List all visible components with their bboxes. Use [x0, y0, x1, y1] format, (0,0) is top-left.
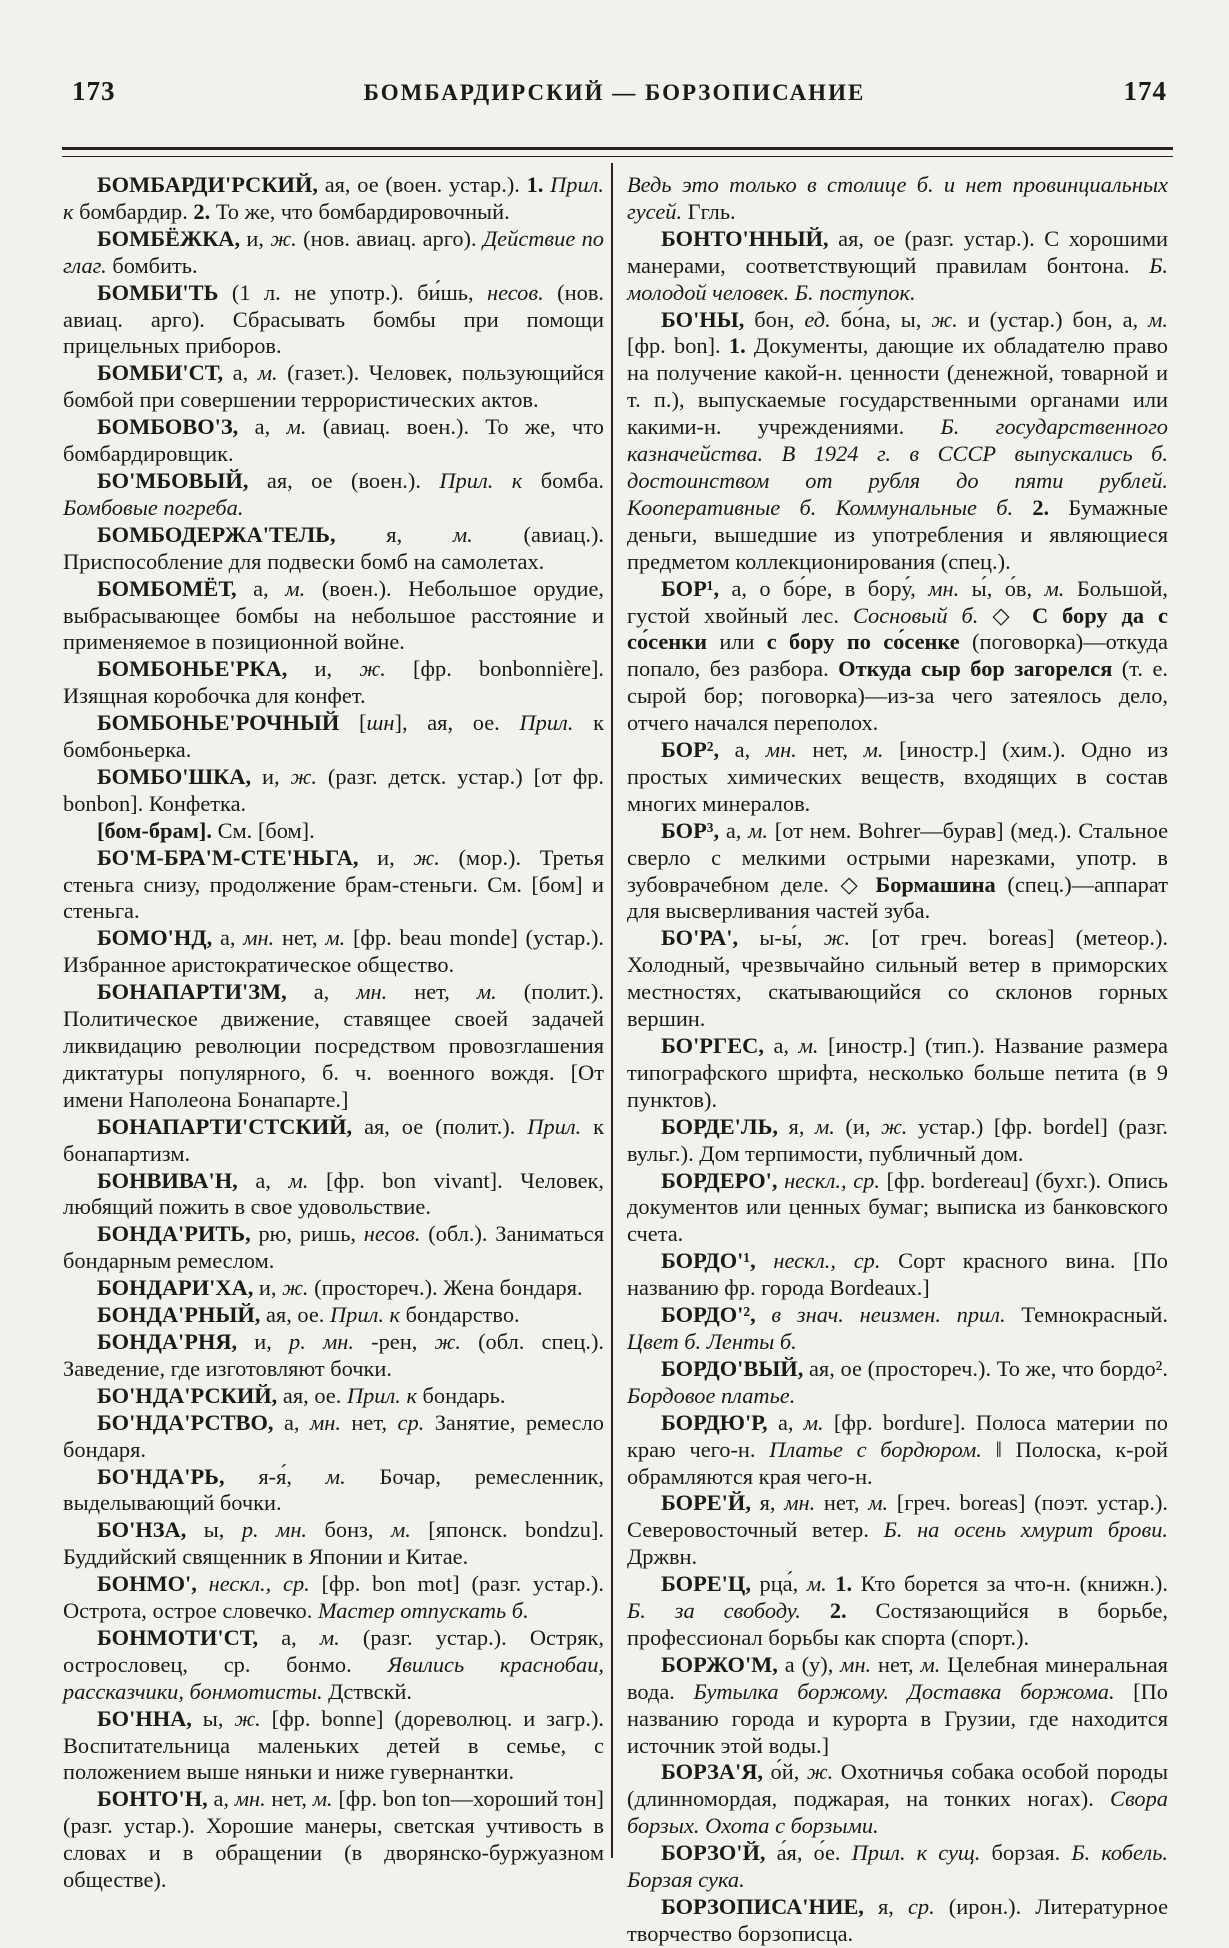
- page-number-right: 174: [1123, 76, 1167, 106]
- dictionary-entry: БОМБИ'СТ, а, м. (газет.). Человек, пользующийся бомбой при совершении террористических актов.: [63, 360, 604, 413]
- entry-text: Свора борзых. Охота с борзыми.: [627, 1786, 1168, 1839]
- headword: БОМБО'ШКА,: [97, 763, 252, 789]
- headword: БОНТО'ННЫЙ,: [661, 225, 829, 251]
- entry-text: мн.: [840, 1651, 872, 1677]
- entry-text: ж.: [282, 1275, 309, 1301]
- dictionary-entry: [бом-брам]. См. [бом].: [97, 817, 315, 843]
- entry-text: м.: [920, 1651, 941, 1677]
- dictionary-entry: БОРДО'ВЫЙ, ая, ое (простореч.). То же, что бордо². Бордовое платье.: [627, 1355, 1168, 1408]
- headword: БОМБОВО'З,: [97, 414, 239, 440]
- entry-text: несов.: [487, 279, 544, 305]
- headword: БОР¹,: [661, 575, 720, 601]
- dictionary-entry: БО'НДА'РСТВО, а, мн. нет, ср. Занятие, ремесло бондаря.: [63, 1409, 604, 1462]
- dictionary-entry: БОНТО'Н, а, мн. нет, м. [фр. bon ton—хороший тон] (разг. устар.). Хорошие манеры, светская учтивость в словах и в обращении (в дворянско-буржуазном обществе).: [63, 1786, 605, 1893]
- entry-text: Цвет б. Ленты б.: [627, 1328, 797, 1354]
- entry-text: Прил. к: [63, 172, 604, 224]
- entry-text: Действие по глаг.: [63, 225, 604, 278]
- dictionary-entry: БОРДЕ'ЛЬ, я, м. (и, ж. устар.) [фр. bordel] (разг. вульг.). Дом терпимости, публичный дом.: [627, 1113, 1169, 1166]
- headword: БОМБОНЬЕ'РОЧНЫЙ: [97, 710, 340, 736]
- entry-text: Ведь это только в столице б. и нет провинциальных гусей.: [627, 172, 1168, 224]
- headword: БО'НДА'РЬ,: [97, 1463, 225, 1489]
- running-title: БОМБАРДИРСКИЙ — БОРЗОПИСАНИЕ: [363, 80, 866, 105]
- headword: БОМБИ'ТЬ: [97, 279, 219, 305]
- dictionary-entry: БОР¹, а, о бо́ре, в бору́, мн. ы́, о́в, м. Большой, густой хвойный лес. Сосновый б. ◇ С бору да с со́сенки или с бору по со́сенке (поговорка)—откуда попало, без разбора. Откуда сыр бор загорелся (т. е. сырой бор; поговорка)—из-за чего затеялось дело, отчего начался переполох.: [627, 575, 1168, 736]
- entry-text: мн.: [765, 737, 797, 763]
- entry-text: м.: [476, 979, 497, 1005]
- headword: БОРДЕРО',: [661, 1167, 778, 1193]
- headword: БОРЗА'Я,: [661, 1759, 763, 1785]
- entry-text: ж.: [434, 1328, 461, 1354]
- dictionary-entry: БОРДЕРО', нескл., ср. [фр. bordereau] (бухг.). Опись документов или ценных бумаг; выписка из банковского счета.: [627, 1167, 1168, 1247]
- dictionary-entry: БО'НЫ, бон, ед. бо́на, ы, ж. и (устар.) бон, а, м. [фр. bon]. 1. Документы, дающие их обладателю право на получение какой-н. ценности (денежной, товарной и т. п.), выпускаемые государственными органами или какими-н. учреждениями. Б. государственного казначейства. В 1924 г. в СССР выпускались б. достоинством от рубля до пяти рублей. Кооперативные б. Коммунальные б. 2. Бумажные деньги, вышедшие из употребления и являющиеся предметом коллекционирования (спец.).: [627, 306, 1169, 574]
- headword: БОРЕ'Й,: [661, 1490, 751, 1516]
- column-divider: [611, 163, 613, 1858]
- entry-text: м.: [325, 925, 346, 951]
- dictionary-entry: БОНМО', нескл., ср. [фр. bon mot] (разг. устар.). Острота, острое словечко. Мастер отпускать б.: [63, 1571, 604, 1624]
- entry-text: Бормашина: [875, 871, 996, 897]
- dictionary-entry: БОМБОВО'З, а, м. (авиац. воен.). То же, что бомбардировщик.: [63, 414, 604, 467]
- entry-text: м.: [257, 360, 278, 386]
- dictionary-entry: БОМО'НД, а, мн. нет, м. [фр. beau monde] (устар.). Избранное аристократическое общество.: [63, 925, 604, 978]
- entry-text: м.: [1148, 306, 1168, 332]
- headword: БО'НЗА,: [97, 1517, 187, 1543]
- entry-text: м.: [748, 817, 769, 843]
- entry-text: Б. на осень хмурит брови.: [883, 1517, 1168, 1543]
- headword: БОНДА'РНЯ,: [97, 1328, 238, 1354]
- headword: БОНМО',: [97, 1571, 197, 1597]
- entry-text: м.: [312, 1786, 333, 1812]
- dictionary-entry: БОРЕ'Ц, рца́, м. 1. Кто борется за что-н. (книжн.). Б. за свободу. 2. Состязающийся в борьбе, профессионал борьбы как спорта (спорт.).: [627, 1571, 1168, 1650]
- entry-text: р. мн.: [241, 1517, 308, 1543]
- dictionary-entry: БО'НЗА, ы, р. мн. бонз, м. [японск. bondzu]. Буддийский священник в Японии и Китае.: [63, 1517, 604, 1570]
- dictionary-entry: БОРЖО'М, а (у), мн. нет, м. Целебная минеральная вода. Бутылка боржому. Доставка боржома. [По названию города и курорта в Грузии, где находится источник этой воды.]: [627, 1651, 1169, 1758]
- headword: БОНДА'РИТЬ,: [97, 1221, 251, 1247]
- dictionary-entry: БО'НДА'РЬ, я-я́, м. Бочар, ремесленник, выделывающий бочки.: [63, 1463, 604, 1516]
- dictionary-entry: БОР², а, мн. нет, м. [иностр.] (хим.). Одно из простых химических веществ, входящих в состав многих минералов.: [627, 737, 1168, 816]
- entry-text: 1.: [835, 1571, 853, 1597]
- entry-text: Б. кобель. Борзая сука.: [627, 1840, 1168, 1893]
- entry-text: ср.: [397, 1409, 425, 1435]
- dictionary-entry: БО'РГЕС, а, м. [иностр.] (тип.). Название размера типографского шрифта, несколько больше петита (в 9 пунктов).: [627, 1033, 1168, 1112]
- entry-text: мн.: [309, 1409, 341, 1435]
- entry-text: Бутылка боржому. Доставка боржома.: [693, 1678, 1115, 1704]
- headword: БОР²,: [661, 737, 720, 763]
- entry-text: м.: [390, 1517, 411, 1543]
- dictionary-entry: БОНАПАРТИ'СТСКИЙ, ая, ое (полит.). Прил. к бонапартизм.: [63, 1113, 604, 1166]
- headword: БОМБАРДИ'РСКИЙ,: [97, 172, 318, 197]
- headword: БОР³,: [661, 817, 720, 843]
- entry-text: нескл., ср.: [208, 1571, 310, 1597]
- entry-text: Мастер отпускать б.: [317, 1598, 529, 1624]
- entry-text: Бомбовые погреба.: [63, 494, 244, 520]
- dictionary-entry: БОНДА'РНЯ, и, р. мн. -рен, ж. (обл. спец.). Заведение, где изготовляют бочки.: [63, 1328, 605, 1381]
- dictionary-entry: БОРЗА'Я, о́й, ж. Охотничья собака особой породы (длинномордая, поджарая, на тонких ногах). Свора борзых. Охота с борзыми.: [627, 1759, 1168, 1839]
- entry-continuation: Ведь это только в столице б. и нет провинциальных гусей. Ггль.: [627, 172, 1168, 224]
- entry-text: м.: [806, 1571, 827, 1597]
- dictionary-entry: БОРЕ'Й, я, мн. нет, м. [греч. boreas] (поэт. устар.). Северовосточный ветер. Б. на осень хмурит брови. Држвн.: [627, 1490, 1168, 1570]
- entry-text: м.: [803, 1409, 824, 1435]
- entry-text: м.: [863, 737, 884, 763]
- entry-text: Явились краснобаи, рассказчики, бонмотисты.: [63, 1651, 604, 1704]
- headword: БО'МБОВЫЙ,: [97, 467, 249, 493]
- entry-text: Прил. к: [330, 1302, 401, 1328]
- entry-text: м.: [1044, 575, 1065, 601]
- headword: БОНТО'Н,: [97, 1786, 208, 1812]
- headword: [бом-брам].: [97, 817, 212, 843]
- headword: БО'М-БРА'М-СТЕ'НЬГА,: [97, 844, 359, 870]
- entry-text: Б. за свободу.: [627, 1598, 801, 1624]
- entry-text: ж.: [823, 925, 851, 951]
- dictionary-entry: БОНДА'РНЫЙ, ая, ое. Прил. к бондарство.: [97, 1302, 520, 1328]
- entry-text: нескл., ср.: [784, 1167, 880, 1193]
- entry-text: 1.: [526, 172, 544, 197]
- entry-text: мн.: [234, 1786, 266, 1812]
- headword: БОРДО'ВЫЙ,: [661, 1355, 804, 1381]
- dictionary-entry: БОРДО'¹, нескл., ср. Сорт красного вина. [По названию фр. города Bordeaux.]: [627, 1248, 1168, 1301]
- dictionary-entry: БОНТО'ННЫЙ, ая, ое (разг. устар.). С хорошими манерами, соответствующий правилам бонтона. Б. молодой человек. Б. поступок.: [627, 225, 1168, 305]
- dictionary-entry: БО'РА', ы-ы́, ж. [от греч. boreas] (метеор.). Холодный, чрезвычайно сильный ветер в приморских местностях, скатывающийся со склонов горных вершин.: [627, 925, 1168, 1032]
- entry-text: 1.: [728, 333, 746, 359]
- headword: БОНМОТИ'СТ,: [97, 1624, 259, 1650]
- entry-text: м.: [285, 575, 306, 601]
- entry-text: 2.: [829, 1598, 847, 1624]
- headword: БОМБОДЕРЖА'ТЕЛЬ,: [97, 521, 336, 547]
- entry-text: Прил. к сущ.: [851, 1840, 981, 1866]
- entry-text: мн.: [784, 1490, 816, 1516]
- entry-text: Б. молодой человек. Б. поступок.: [627, 252, 1168, 305]
- dictionary-entry: БО'МБОВЫЙ, ая, ое (воен.). Прил. к бомба. Бомбовые погреба.: [63, 467, 604, 520]
- entry-text: Бордовое платье.: [627, 1382, 796, 1408]
- entry-text: Платье с бордюром.: [769, 1436, 982, 1462]
- entry-text: с бору по со́сенке: [766, 629, 960, 655]
- headword: БОМО'НД,: [97, 925, 213, 951]
- headword: БОРЗОПИСА'НИЕ,: [661, 1894, 864, 1919]
- dictionary-entry: БОНДАРИ'ХА, и, ж. (простореч.). Жена бондаря.: [97, 1275, 583, 1301]
- headword: БО'ННА,: [97, 1705, 192, 1731]
- headword: БОРЗО'Й,: [661, 1840, 766, 1866]
- entry-text: в знач. неизмен. прил.: [771, 1302, 1006, 1328]
- entry-text: несов.: [363, 1221, 421, 1247]
- headword: БО'НЫ,: [661, 306, 745, 332]
- dictionary-entry: БОМБОНЬЕ'РКА, и, ж. [фр. bonbonnière]. Изящная коробочка для конфет.: [63, 656, 604, 709]
- dictionary-entry: БОМБИ'ТЬ (1 л. не употр.). би́шь, несов. (нов. авиац. арго). Сбрасывать бомбы при помощи прицельных приборов.: [63, 279, 604, 359]
- dictionary-entry: БОНДА'РИТЬ, рю, ришь, несов. (обл.). Заниматься бондарным ремеслом.: [63, 1221, 605, 1274]
- entry-text: м.: [814, 1113, 835, 1139]
- dictionary-entry: БОМБОНЬЕ'РОЧНЫЙ [шн], ая, ое. Прил. к бомбоньерка.: [63, 710, 605, 763]
- headword: БОНАПАРТИ'СТСКИЙ,: [97, 1113, 353, 1139]
- headword: БОРЕ'Ц,: [661, 1571, 751, 1597]
- headword: БОРДЕ'ЛЬ,: [661, 1113, 778, 1139]
- headword: БОМБОМЁТ,: [97, 575, 237, 601]
- entry-text: Сосновый б.: [852, 602, 979, 628]
- headword: БО'РГЕС,: [661, 1033, 764, 1058]
- entry-text: 2.: [193, 198, 211, 224]
- entry-text: м.: [868, 1490, 889, 1516]
- entry-text: ж.: [290, 763, 317, 789]
- header-rule: [62, 147, 1173, 157]
- entry-text: ед.: [804, 306, 831, 332]
- entry-text: мн.: [356, 979, 388, 1005]
- headword: БОРЖО'М,: [661, 1651, 778, 1677]
- entry-text: Откуда сыр бор загорелся: [838, 656, 1113, 682]
- headword: БОМБЁЖКА,: [97, 225, 241, 251]
- entry-text: шн: [366, 710, 395, 736]
- entry-text: С бору да с со́сенки: [627, 602, 1168, 655]
- headword: БО'НДА'РСКИЙ,: [97, 1382, 278, 1408]
- entry-text: ж.: [880, 1113, 908, 1139]
- page-number-left: 173: [72, 76, 116, 106]
- dictionary-entry: БОМБОМЁТ, а, м. (воен.). Небольшое орудие, выбрасывающее бомбы на небольшое расстояние и применяемое в позиционной войне.: [63, 575, 604, 655]
- entry-text: Прил. к: [439, 467, 523, 493]
- entry-text: 2.: [1032, 494, 1050, 520]
- left-column: [63, 172, 604, 1894]
- headword: БОНДАРИ'ХА,: [97, 1275, 254, 1301]
- entry-text: ср.: [907, 1894, 935, 1919]
- entry-text: мн.: [928, 575, 960, 601]
- entry-text: Прил. к: [346, 1382, 417, 1408]
- headword: БОНВИВА'Н,: [97, 1167, 238, 1193]
- entry-text: ж.: [413, 844, 440, 870]
- entry-text: нескл., ср.: [773, 1248, 881, 1274]
- dictionary-entry: БОНВИВА'Н, а, м. [фр. bon vivant]. Человек, любящий пожить в свое удовольствие.: [63, 1167, 604, 1220]
- dictionary-entry: БО'М-БРА'М-СТЕ'НЬГА, и, ж. (мор.). Третья стеньга снизу, продолжение брам-стеньги. См. [бом] и стеньга.: [63, 844, 604, 924]
- dictionary-entry: БО'ННА, ы, ж. [фр. bonne] (дореволюц. и загр.). Воспитательница маленьких детей в семье, с положением выше няньки и ниже гувернантки.: [63, 1705, 604, 1785]
- entry-text: Б. государственного казначейства. В 1924 г. в СССР выпускались б. достоинством от рубля до пяти рублей. Кооперативные б. Коммунальные б.: [627, 414, 1168, 520]
- entry-text: ж.: [270, 225, 297, 251]
- entry-text: м.: [288, 1167, 309, 1193]
- headword: БОРДЮ'Р,: [661, 1409, 768, 1435]
- entry-text: Прил.: [519, 710, 574, 736]
- entry-text: м.: [319, 1624, 340, 1650]
- headword: БО'РА',: [661, 925, 739, 951]
- dictionary-entry: БОМБО'ШКА, и, ж. (разг. детск. устар.) [от фр. bonbon]. Конфетка.: [63, 763, 604, 816]
- headword: БОРДО'¹,: [661, 1248, 756, 1274]
- entry-text: м.: [452, 521, 473, 547]
- headword: БОНДА'РНЫЙ,: [97, 1302, 261, 1328]
- headword: БОРДО'²,: [661, 1302, 756, 1328]
- entry-text: ж.: [931, 306, 958, 332]
- headword: БОМБОНЬЕ'РКА,: [97, 656, 288, 682]
- entry-text: ж.: [359, 656, 386, 682]
- dictionary-entry: БО'НДА'РСКИЙ, ая, ое. Прил. к бондарь.: [97, 1382, 506, 1408]
- headword: БО'НДА'РСТВО,: [97, 1409, 274, 1435]
- dictionary-entry: БОМБОДЕРЖА'ТЕЛЬ, я, м. (авиац.). Приспособление для подвески бомб на самолетах.: [63, 521, 605, 574]
- right-column: [627, 172, 1168, 1948]
- entry-text: ж.: [234, 1705, 261, 1731]
- entry-text: р. мн.: [289, 1328, 354, 1354]
- entry-text: ж.: [806, 1759, 834, 1785]
- dictionary-entry: БОРДЮ'Р, а, м. [фр. bordure]. Полоса материи по краю чего-н. Платье с бордюром. ‖ Полоска, к-рой обрамляются края чего-н.: [627, 1409, 1169, 1489]
- headword: БОМБИ'СТ,: [97, 360, 224, 386]
- dictionary-entry: БОР³, а, м. [от нем. Bohrer—бурав] (мед.). Стальное сверло с мелкими острыми нарезками, употр. в зубоврачебном деле. ◇ Бормашина (спец.)—аппарат для высверливания частей зуба.: [627, 817, 1169, 924]
- dictionary-entry: БОРДО'², в знач. неизмен. прил. Темнокрасный. Цвет б. Ленты б.: [627, 1302, 1168, 1354]
- dictionary-entry: БОМБЁЖКА, и, ж. (нов. авиац. арго). Действие по глаг. бомбить.: [63, 225, 604, 278]
- dictionary-entry: БОНМОТИ'СТ, а, м. (разг. устар.). Остряк, острословец, ср. бонмо. Явились краснобаи, рассказчики, бонмотисты. Дствскй.: [63, 1624, 604, 1704]
- dictionary-entry: БОРЗОПИСА'НИЕ, я, ср. (ирон.). Литературное творчество борзописца.: [627, 1894, 1169, 1946]
- headword: БОНАПАРТИ'ЗМ,: [97, 979, 287, 1005]
- entry-text: м.: [286, 414, 307, 440]
- dictionary-entry: БОНАПАРТИ'ЗМ, а, мн. нет, м. (полит.). Политическое движение, ставящее своей задачей ликвидацию революции посредством провозглашения диктатуры популярного, б. ч. военного вождя. [От имени Наполеона Бонапарте.]: [63, 979, 604, 1112]
- dictionary-entry: БОМБАРДИ'РСКИЙ, ая, ое (воен. устар.). 1. Прил. к бомбардир. 2. То же, что бомбардировочный.: [63, 172, 604, 224]
- entry-text: Прил.: [527, 1113, 582, 1139]
- entry-text: м.: [325, 1463, 346, 1489]
- dictionary-entry: БОРЗО'Й, а́я, о́е. Прил. к сущ. борзая. Б. кобель. Борзая сука.: [627, 1840, 1168, 1893]
- entry-text: мн.: [243, 925, 275, 951]
- entry-text: м.: [798, 1033, 819, 1058]
